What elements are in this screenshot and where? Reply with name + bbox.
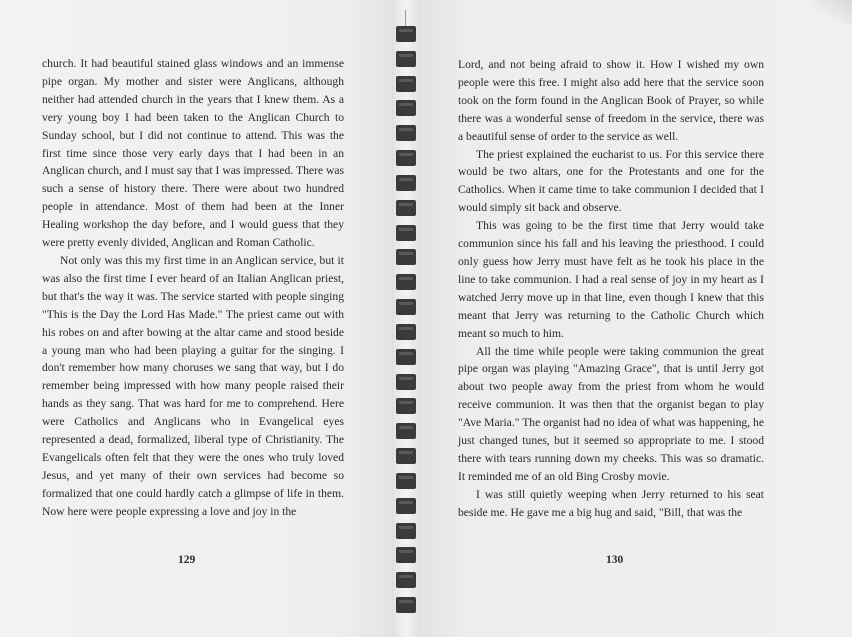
binding-coil: [396, 150, 416, 166]
right-page: [420, 0, 852, 637]
binding-coil: [396, 597, 416, 613]
binding-coil: [396, 473, 416, 489]
binding-coil: [396, 225, 416, 241]
right-page-text: [458, 56, 764, 522]
binding-coil: [396, 572, 416, 588]
binding-coil: [396, 76, 416, 92]
binding-coil: [396, 423, 416, 439]
left-paragraph-1: church. It had beautiful stained glass windows and an immense pipe organ. My mother and sister were Anglicans, although neither had attended church in the years that I knew them. As a very young boy I had been taken to the Anglican Church to Sunday school, but I did not continue to attend. This was the first time since those very early days that I had been in an Anglican church, and I must say that I was impressed. There was such a sense of history there. There were about two hundred people in attendance. Most of them had been at the Inner Healing workshop the day before, and I would guess that they were pretty evenly divided, Anglican and Roman Catholic.: [42, 57, 344, 250]
binding-coil: [396, 324, 416, 340]
binding-coil: [396, 249, 416, 265]
right-page-number: 130: [606, 554, 624, 566]
binding-coil: [396, 374, 416, 390]
binding-coil: [396, 349, 416, 365]
left-page-text: [42, 55, 344, 521]
left-paragraph-2: Not only was this my first time in an Anglican service, but it was also the first time I ever heard of an Italian Anglican priest, but that's the way it was. The service started with people singing "This is the Day the Lord Has Made." The priest came out with his robes on and after bowing at the altar came and stood beside a young man who had been playing a guitar for the singing. I don't remember how many choruses we sang that way, but I do remember being impressed with how many people raised their hands as they sang. That was hard for me to comprehend. Here were Catholics and Anglicans who in Evangelical eyes represented a dead, formalized, liberal type of Christianity. The Evangelicals often felt that they were the ones who truly loved Jesus, and yet many of their own services had become so formalized that one could hardly catch a glimpse of life in them. Now here were people expressing a love and joy in the: [42, 253, 344, 518]
left-page-number: 129: [178, 554, 196, 566]
binding-coil: [396, 26, 416, 42]
binding-coil: [396, 523, 416, 539]
binding-coil: [396, 125, 416, 141]
binding-coil: [396, 175, 416, 191]
right-paragraph-2: The priest explained the eucharist to us. For this service there would be two altars, one for the Protestants and one for the Catholics. When it came time to take communion I decided that I would simply sit back and observe.: [458, 147, 764, 215]
binding-coil: [396, 100, 416, 116]
binding-coil: [396, 51, 416, 67]
page-corner-shadow: [812, 0, 852, 24]
binding-coil: [396, 398, 416, 414]
right-paragraph-4: All the time while people were taking communion the great pipe organ was playing "Amazing Grace", that is until Jerry got about two people away from the priest from whom he would receive communion. It was then that the organist began to play "Ave Maria." The organist had no idea of what was happening, he just changed tunes, but it seemed so appropriate to me. I stood there with tears running down my cheeks. This was so dramatic. It reminded me of an old Bing Crosby movie.: [458, 344, 764, 483]
right-paragraph-3: This was going to be the first time that Jerry would take communion since his fall and his leaving the priesthood. I could only guess how Jerry must have felt as he took his place in the line to take communion. I had a real sense of joy in my heart as I watched Jerry move up in that line, even though I knew that this meant that Jerry was returning to the Catholic Church which meant so much to him.: [458, 219, 764, 340]
right-paragraph-1: Lord, and not being afraid to show it. How I wished my own people were this free. I might also add here that the service soon took on the form found in the Anglican Book of Prayer, so while there was a wonderful sense of freedom in the service, there was a beautiful sense of order to the service as well.: [458, 58, 764, 143]
right-paragraph-5: I was still quietly weeping when Jerry returned to his seat beside me. He gave me a big hug and said, "Bill, that was the: [458, 487, 764, 519]
binding-coil: [396, 200, 416, 216]
spiral-binding-icon: [392, 0, 420, 637]
binding-coil: [396, 547, 416, 563]
binding-coil: [396, 274, 416, 290]
binding-coil: [396, 498, 416, 514]
binding-coil: [396, 448, 416, 464]
left-page: [0, 0, 392, 637]
binding-coil: [396, 299, 416, 315]
